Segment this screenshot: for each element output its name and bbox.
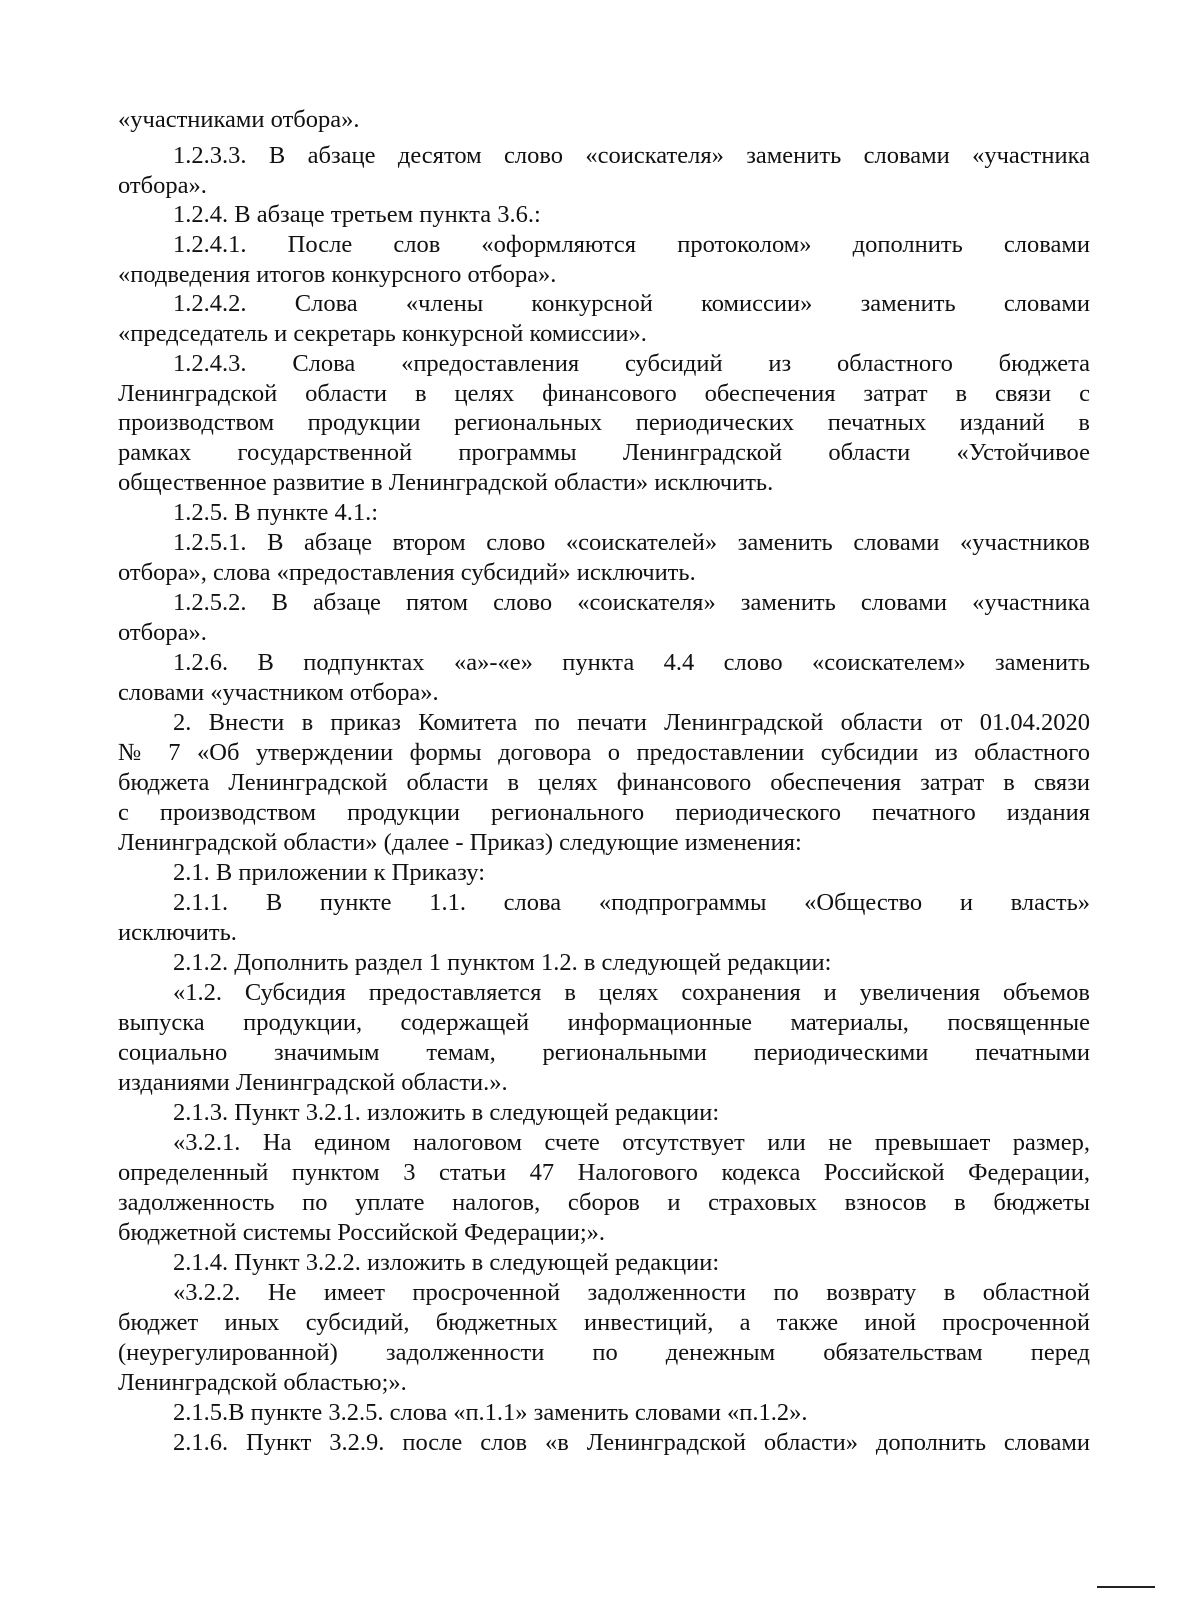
text-line: 1.2.3.3. В абзаце десятом слово «соискателя» заменить словами «участника: [173, 142, 1090, 169]
text-line: 2.1.3. Пункт 3.2.1. изложить в следующей редакции:: [173, 1099, 720, 1126]
text-line: 1.2.4. В абзаце третьем пункта 3.6.:: [173, 201, 541, 228]
text-line: выпуска продукции, содержащей информационные материалы, посвященные: [118, 1009, 1090, 1036]
text-line: 1.2.4.2. Слова «члены конкурсной комиссии» заменить словами: [173, 290, 1090, 317]
text-line: социально значимым темам, региональными периодическими печатными: [118, 1039, 1090, 1066]
text-line: «председатель и секретарь конкурсной комиссии».: [118, 320, 647, 347]
text-line: Ленинградской областью;».: [118, 1369, 407, 1396]
text-line: отбора».: [118, 619, 207, 646]
text-line: бюджет иных субсидий, бюджетных инвестиций, а также иной просроченной: [118, 1309, 1090, 1336]
text-line: 2.1.2. Дополнить раздел 1 пунктом 1.2. в следующей редакции:: [173, 949, 832, 976]
text-line: «участниками отбора».: [118, 106, 360, 133]
text-line: № 7 «Об утверждении формы договора о предоставлении субсидии из областного: [118, 739, 1090, 766]
text-line: производством продукции региональных периодических печатных изданий в: [118, 409, 1090, 436]
text-line: «3.2.1. На едином налоговом счете отсутствует или не превышает размер,: [173, 1129, 1090, 1156]
text-line: 1.2.5.2. В абзаце пятом слово «соискателя» заменить словами «участника: [173, 589, 1090, 616]
text-line: рамках государственной программы Ленинградской области «Устойчивое: [118, 439, 1090, 466]
text-line: бюджета Ленинградской области в целях финансового обеспечения затрат в связи: [118, 769, 1090, 796]
text-line: задолженность по уплате налогов, сборов и страховых взносов в бюджеты: [118, 1189, 1090, 1216]
text-line: с производством продукции регионального периодического печатного издания: [118, 799, 1090, 826]
text-line: словами «участником отбора».: [118, 679, 439, 706]
text-line: 1.2.5. В пункте 4.1.:: [173, 499, 379, 526]
text-line: 1.2.5.1. В абзаце втором слово «соискателей» заменить словами «участников: [173, 529, 1090, 556]
text-line: отбора».: [118, 172, 207, 199]
text-line: 2.1. В приложении к Приказу:: [173, 859, 486, 886]
text-line: 2.1.1. В пункте 1.1. слова «подпрограммы «Общество и власть»: [173, 889, 1090, 916]
text-line: 1.2.4.3. Слова «предоставления субсидий из областного бюджета: [173, 350, 1090, 377]
text-line: «3.2.2. Не имеет просроченной задолженности по возврату в областной: [173, 1279, 1090, 1306]
text-line: (неурегулированной) задолженности по денежным обязательствам перед: [118, 1339, 1090, 1366]
text-line: изданиями Ленинградской области.».: [118, 1069, 508, 1096]
text-line: бюджетной системы Российской Федерации;».: [118, 1219, 606, 1246]
text-line: Ленинградской области в целях финансового обеспечения затрат в связи с: [118, 380, 1090, 407]
text-line: общественное развитие в Ленинградской области» исключить.: [118, 469, 774, 496]
text-line: исключить.: [118, 919, 237, 946]
text-line: 2. Внести в приказ Комитета по печати Ленинградской области от 01.04.2020: [173, 709, 1090, 736]
scan-edge-mark: [1097, 1586, 1155, 1588]
text-line: 2.1.5.В пункте 3.2.5. слова «п.1.1» заменить словами «п.1.2».: [173, 1399, 808, 1426]
text-line: 1.2.6. В подпунктах «а»-«е» пункта 4.4 слово «соискателем» заменить: [173, 649, 1090, 676]
text-line: 2.1.4. Пункт 3.2.2. изложить в следующей редакции:: [173, 1249, 720, 1276]
text-line: «подведения итогов конкурсного отбора».: [118, 261, 557, 288]
text-line: 2.1.6. Пункт 3.2.9. после слов «в Ленинградской области» дополнить словами: [173, 1429, 1090, 1456]
text-line: 1.2.4.1. После слов «оформляются протоколом» дополнить словами: [173, 231, 1090, 258]
text-line: Ленинградской области» (далее - Приказ) следующие изменения:: [118, 829, 802, 856]
text-line: отбора», слова «предоставления субсидий» исключить.: [118, 559, 696, 586]
text-line: определенный пунктом 3 статьи 47 Налогового кодекса Российской Федерации,: [118, 1159, 1090, 1186]
text-line: «1.2. Субсидия предоставляется в целях сохранения и увеличения объемов: [173, 979, 1090, 1006]
